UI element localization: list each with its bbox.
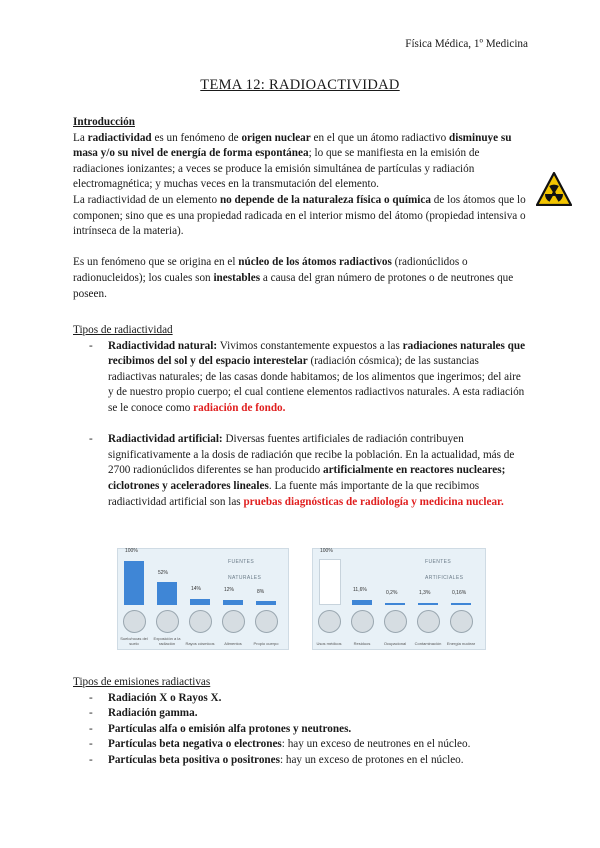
- text-run: Radiación X o Rayos X.: [108, 691, 222, 704]
- chart-natural-sources: [117, 548, 289, 650]
- bar-value-label: 14%: [191, 586, 202, 593]
- category-icon: [351, 610, 374, 633]
- list-item-natural: - Radiactividad natural: Vivimos constantemente expuestos a las radiaciones naturales que recibimos del sol y del espacio interestelar (radiación cósmica); de las sustancias radiactivas naturales; de las casas donde habitamos; de los alimentos que ingerimos; del aire y de nuestro propio cuerpo; el cual contiene elementos radiactivos naturales. A esta radiación se le conoce como radiación de fondo.: [73, 339, 528, 417]
- text-run: origen nuclear: [241, 131, 311, 144]
- intro-paragraph-3: [73, 255, 528, 302]
- category-label: Alimentos: [224, 641, 242, 646]
- bar-value-label: 1,3%: [419, 590, 431, 597]
- category-label: Rayos cósmicos: [185, 641, 215, 646]
- text-run: : hay un exceso de neutrones en el núcleo.: [281, 738, 471, 751]
- text-run: ; lo que se manifiesta en la emisión de radiaciones ionizantes; a veces se produce la emisión simultánea de partículas y radiación electromagnética; y muchas veces en la transmutación del elemento.: [73, 147, 480, 191]
- natural-text: [108, 339, 528, 417]
- text-run: Diversas fuentes artificiales de radiación contribuyen significativamente a la dosis de radiación que recibe la población. En la actualidad, más de 2700 radionúclidos diferentes se han producido: [108, 433, 515, 477]
- bar-value-label: 0,16%: [452, 590, 467, 597]
- bar-value-label: 100%: [125, 548, 138, 555]
- text-run: no depende de la naturaleza física o química: [219, 193, 431, 206]
- category-icon: [417, 610, 440, 633]
- category-label: Energía nuclear: [446, 641, 476, 646]
- emisiones-heading: Tipos de emisiones radiactivas: [73, 676, 211, 688]
- intro-heading: Introducción: [73, 116, 135, 128]
- category-icon: [222, 610, 245, 633]
- text-run: radiación de fondo.: [193, 401, 286, 414]
- list-item: - Radiación gamma.: [89, 707, 198, 720]
- text-run: núcleo de los átomos radiactivos: [238, 256, 392, 269]
- text-run: Partículas beta positiva o positrones: [108, 753, 280, 766]
- bar-value-label: 11,6%: [353, 587, 367, 594]
- bar: [385, 603, 405, 605]
- list-item: - Radiación X o Rayos X.: [89, 691, 222, 704]
- text-run: Partículas beta negativa o electrones: [108, 738, 282, 751]
- text-run: (radiación cósmica); de las sustancias radiactivas naturales; de las casas donde habitamos; de los alimentos que ingerimos; del aire y de nuestro propio cuerpo; el cual contiene elementos radiactivos naturales. A esta radiación se le conoce como: [108, 355, 525, 414]
- text-run: de los átomos que lo componen; sino que es una propiedad radicada en el interior mismo del átomo (propiedad intensiva o intrínseca de la materia).: [73, 193, 526, 238]
- category-label: Propio cuerpo: [253, 641, 279, 646]
- intro-section: [73, 115, 528, 302]
- bar: [157, 582, 177, 605]
- text-run: La: [73, 131, 88, 144]
- category-icon: [255, 610, 278, 633]
- bar-value-label: 100%: [320, 548, 333, 555]
- course-header: Física Médica, 1º Medicina: [405, 38, 528, 50]
- category-label: Contaminación: [414, 641, 442, 646]
- intro-paragraph-1: [73, 131, 528, 193]
- text-run: : hay un exceso de protones en el núcleo.: [279, 753, 464, 766]
- bar: [190, 599, 210, 605]
- text-run: pruebas diagnósticas de radiología y medicina nuclear.: [243, 495, 504, 508]
- category-label: Ocupacional: [383, 641, 407, 646]
- category-label: Suelo/rocas del suelo: [120, 636, 148, 646]
- artificial-text: [108, 432, 528, 510]
- intro-paragraph-2: [73, 193, 528, 240]
- list-item: - Partículas beta negativa o electrones: hay un exceso de neutrones en el núcleo.: [89, 738, 471, 751]
- emisiones-section: [73, 675, 528, 769]
- text-run: artificialmente en reactores nucleares; ciclotrones y aceleradores lineales: [108, 464, 506, 492]
- text-run: inestables: [213, 271, 261, 284]
- text-run: Vivimos constantemente expuestos a las: [217, 339, 403, 352]
- chart-artificial-sources: [312, 548, 486, 650]
- text-run: La radiactividad de un elemento: [73, 193, 220, 206]
- text-run: es un fenómeno de: [151, 131, 242, 144]
- bar-value-label: 52%: [158, 569, 169, 576]
- list-item-artificial: - Radiactividad artificial: Diversas fuentes artificiales de radiación contribuyen significativamente a la dosis de radiación que recibe la población. En la actualidad, más de 2700 radionúclidos diferentes se han producido artificialmente en reactores nucleares; ciclotrones y aceleradores lineales. La fuente más importante de la que recibimos radiactividad artificial son las pruebas diagnósticas de radiología y medicina nuclear.: [73, 432, 528, 510]
- text-run: a causa del gran número de protones o de neutrones que poseen.: [73, 271, 514, 300]
- bar-value-label: 12%: [224, 587, 235, 594]
- bar: [319, 559, 341, 605]
- emisiones-list: [73, 691, 528, 769]
- chart-title: FUENTES NATURALES: [228, 559, 262, 581]
- bar-value-label: 8%: [257, 588, 265, 595]
- category-icon: [156, 610, 179, 633]
- bar-value-label: 0,2%: [386, 590, 398, 597]
- bar: [451, 603, 471, 605]
- text-run: Partículas alfa o emisión alfa protones y neutrones.: [108, 722, 352, 735]
- bar: [418, 603, 438, 605]
- text-run: disminuye su masa y/o su nivel de energía de forma espontánea: [73, 131, 512, 160]
- list-item: - Partículas beta positiva o positrones: hay un exceso de protones en el núcleo.: [89, 753, 464, 766]
- text-run: Radiactividad artificial:: [108, 433, 223, 446]
- category-icon: [450, 610, 473, 633]
- text-run: Radiactividad natural:: [108, 339, 218, 352]
- text-run: radiactividad: [87, 131, 152, 144]
- category-icon: [123, 610, 146, 633]
- tipos-heading: Tipos de radiactividad: [73, 324, 173, 336]
- text-run: Es un fenómeno que se origina en el: [73, 256, 239, 269]
- text-run: Radiación gamma.: [108, 707, 198, 720]
- page-title: TEMA 12: RADIOACTIVIDAD: [200, 77, 400, 93]
- bar: [223, 600, 243, 605]
- category-icon: [189, 610, 212, 633]
- category-icon: [384, 610, 407, 633]
- chart-title: FUENTES ARTIFICIALES: [425, 559, 464, 581]
- category-icon: [318, 610, 341, 633]
- bar: [256, 601, 276, 605]
- list-item: - Partículas alfa o emisión alfa protones y neutrones.: [89, 722, 352, 735]
- bar: [352, 600, 372, 605]
- category-label: Residuos: [353, 641, 371, 646]
- radiation-hazard-icon: [536, 172, 572, 206]
- category-label: Usos médicos: [316, 641, 342, 646]
- tipos-section: [73, 323, 528, 510]
- bar: [124, 561, 144, 605]
- text-run: . La fuente más importante de la que recibimos radiactividad artificial son las: [108, 479, 480, 508]
- category-label: Exposición a la radiación: [153, 636, 181, 646]
- text-run: (radionúclidos o radionucleidos); los cuales son: [73, 256, 468, 284]
- text-run: en el que un átomo radiactivo: [310, 131, 449, 144]
- text-run: radiaciones naturales que recibimos del sol y del espacio interestelar: [108, 339, 526, 368]
